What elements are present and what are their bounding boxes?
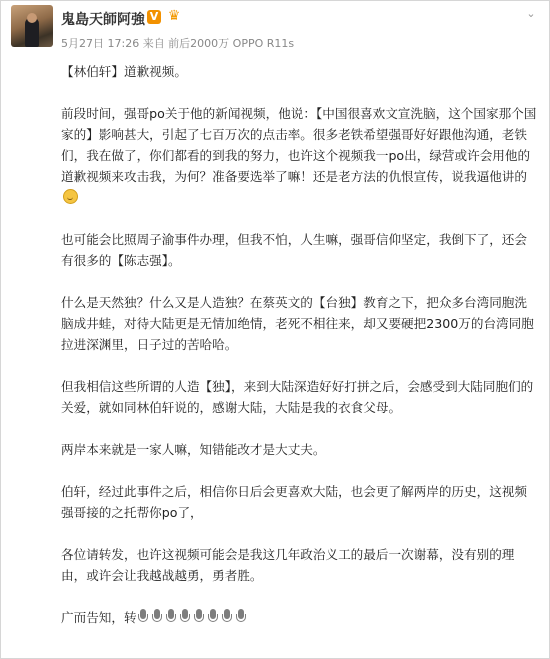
microphone-icon [137,609,149,625]
avatar-face [27,13,37,23]
grin-emoji-icon [63,189,78,204]
avatar[interactable] [11,5,53,47]
post-content [61,61,539,649]
post-paragraph: 但我相信这些所谓的人造【独】，来到大陆深造好好打拼之后，会感受到大陆同胞们的关爱，就如同林伯轩说的，感谢大陆，大陆是我的衣食父母。 [61,379,534,415]
microphone-icon [179,609,191,625]
post-paragraph: 【林伯轩】道歉视频。 [61,64,187,79]
verified-badge-icon: V [147,10,161,24]
post-paragraph-last [61,607,539,628]
post-header [1,1,549,59]
post-paragraph-text: 前段时间，强哥po关于他的新闻视频，他说：【中国很喜欢文宣洗脑，这个国家那个国家的】影响甚大，引起了七百万次的点击率。很多老铁希望强哥好好跟他沟通，老铁们，我在做了，你们都看的到我的努力，也许这个视频我一po出，绿营或许会用他的道歉视频来攻击我，为何？准备要选举了嘛！还是老方法的仇恨宣传，说我逼他讲的 [61,106,537,184]
microphone-icon [207,609,219,625]
microphone-icon [151,609,163,625]
microphone-icon [165,609,177,625]
post-paragraph-text: 广而告知，转 [61,610,137,625]
post-paragraph: 两岸本来就是一家人嘛，知错能改才是大丈夫。 [61,442,326,457]
post-paragraph: 也可能会比照周子渝事件办理，但我不怕，人生嘛，强哥信仰坚定，我倒下了，还会有很多的【陈志强】。 [61,232,527,268]
microphone-icon [221,609,233,625]
post-meta: 5月27日 17:26 来自 前后2000万 OPPO R11s [61,37,295,50]
microphone-icon [235,609,247,625]
post-paragraph: 什么是天然独？什么又是人造独？在蔡英文的【台独】教育之下，把众多台湾同胞洗脑成井蛙，对待大陆更是无情加绝情，老死不相往来，却又要硬把2300万的台湾同胞拉进深渊里，日子过的苦哈哈。 [61,295,534,352]
post-paragraph: 伯轩，经过此事件之后，相信你日后会更喜欢大陆，也会更了解两岸的历史，这视频强哥接的之托帮你po了， [61,484,527,520]
author-name[interactable]: 鬼島天師阿強 [61,12,145,28]
microphone-icon [193,609,205,625]
chevron-down-icon[interactable]: ⌄ [526,7,536,20]
member-crown-icon[interactable]: ♛ [167,8,181,24]
post-paragraph: 各位请转发，也许这视频可能会是我这几年政治义工的最后一次谢幕，没有别的理由，或许会让我越战越勇，勇者胜。 [61,547,515,583]
post-paragraph [61,103,539,208]
